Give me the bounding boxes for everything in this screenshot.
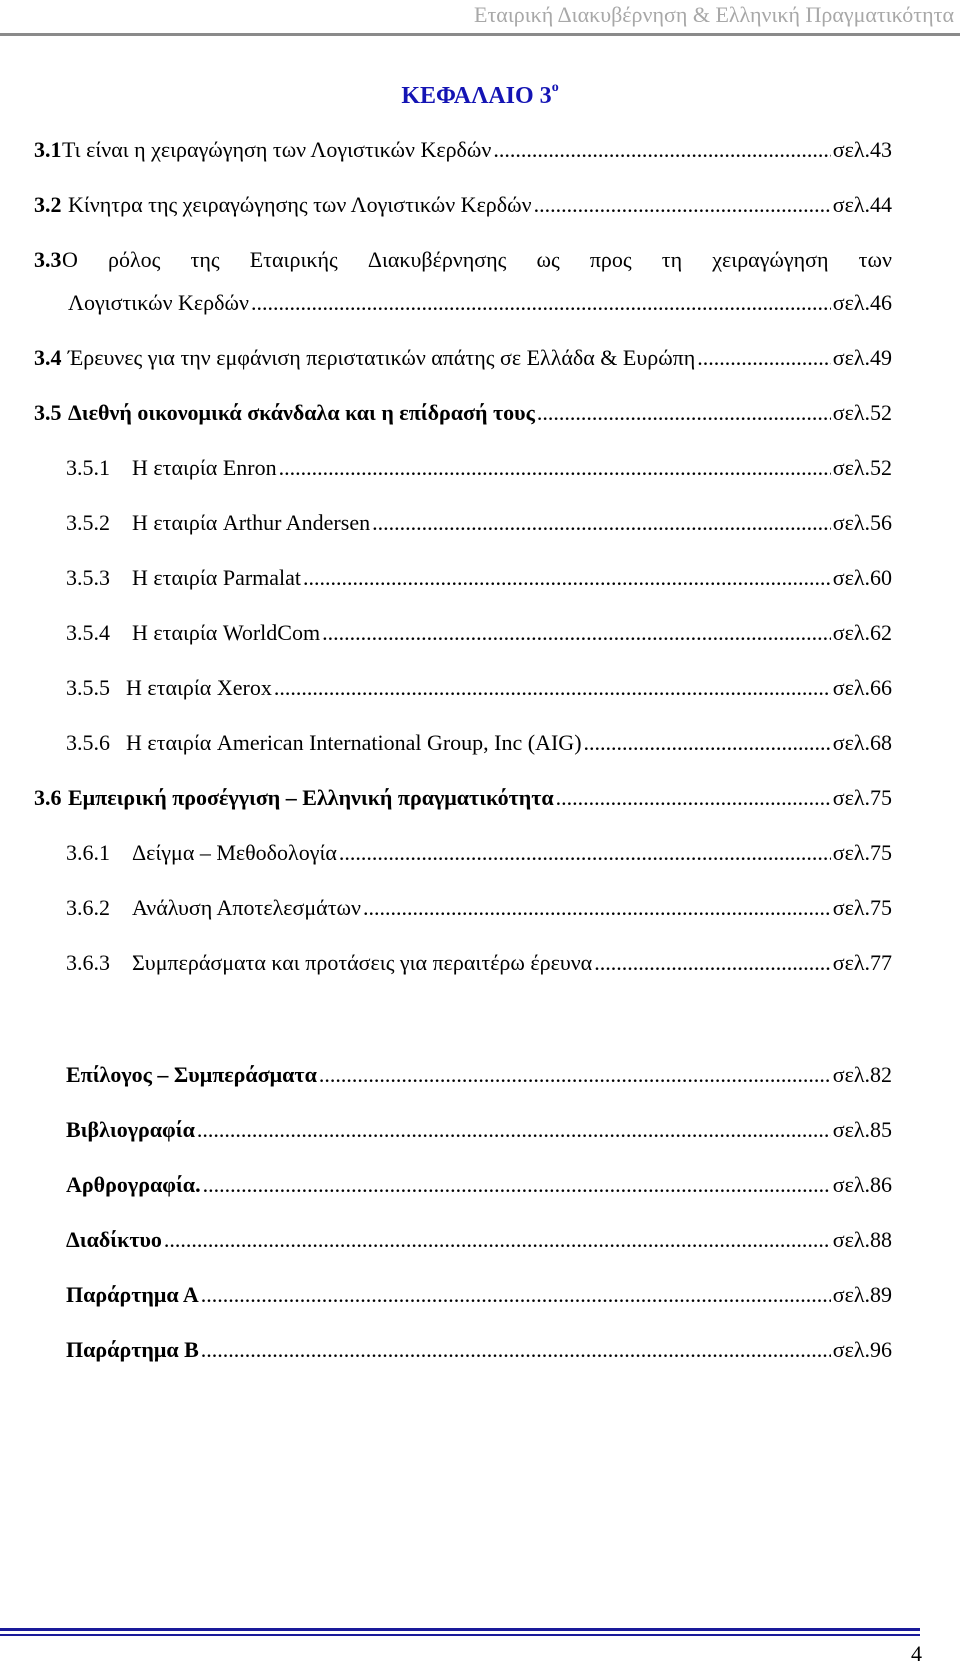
entry-page: σελ.44 [832, 192, 892, 217]
entry-number: 3.3 [34, 247, 62, 272]
toc-entry-3-5-5 [66, 675, 892, 705]
leader-dots [556, 785, 831, 811]
chapter-title-superscript: ο [551, 80, 559, 95]
entry-title: Η εταιρία Enron [132, 455, 277, 480]
leader-dots [251, 290, 831, 316]
toc-entry-epilogue [66, 1062, 892, 1092]
leader-dots [303, 565, 831, 591]
entry-title: Παράρτημα Α [66, 1282, 199, 1307]
entry-number: 3.5.3 [66, 565, 110, 590]
entry-page: σελ.75 [832, 785, 892, 810]
entry-page: σελ.82 [832, 1062, 892, 1087]
entry-number: 3.6.3 [66, 950, 110, 975]
title-word: Εταιρικής [249, 247, 338, 272]
title-word: των [858, 247, 892, 272]
entry-title: Έρευνες για την εμφάνιση περιστατικών απάτης σε Ελλάδα & Ευρώπη [68, 345, 696, 370]
header-rule [0, 33, 960, 36]
toc-entry-3-6-1 [66, 840, 892, 870]
toc-entry-bibliography [66, 1117, 892, 1147]
entry-page: σελ.85 [832, 1117, 892, 1142]
leader-dots [279, 455, 831, 481]
entry-title: Συμπεράσματα και προτάσεις για περαιτέρω έρευνα [132, 950, 593, 975]
entry-page: σελ.96 [832, 1337, 892, 1362]
entry-title: Επίλογος – Συμπεράσματα [66, 1062, 317, 1087]
entry-title: Εμπειρική προσέγγιση – Ελληνική πραγματικότητα [68, 785, 554, 810]
entry-title: Η εταιρία Arthur Andersen [132, 510, 371, 535]
leader-dots [274, 675, 831, 701]
entry-title: Βιβλιογραφία [66, 1117, 195, 1142]
title-word: τη [661, 247, 683, 272]
toc-entry-3-5-3 [66, 565, 892, 595]
toc-entry-3-6 [34, 785, 892, 815]
chapter-title [0, 80, 960, 110]
leader-dots [339, 840, 831, 866]
entry-title: Κίνητρα της χειραγώγησης των Λογιστικών Κερδών [68, 192, 532, 217]
entry-number: 3.5.4 [66, 620, 110, 645]
entry-number: 3.1 [34, 137, 62, 162]
leader-dots [363, 895, 831, 921]
title-word: Διακυβέρνησης [367, 247, 507, 272]
leader-dots [322, 620, 831, 646]
entry-page: σελ.60 [832, 565, 892, 590]
toc-entry-3-2 [34, 192, 892, 222]
title-word: προς [589, 247, 632, 272]
leader-dots [372, 510, 831, 536]
toc-entry-3-3 [34, 247, 892, 277]
leader-dots [534, 192, 831, 218]
entry-page: σελ.77 [832, 950, 892, 975]
entry-page: σελ.86 [832, 1172, 892, 1197]
toc-entry-3-5-4 [66, 620, 892, 650]
entry-title-line-1 [62, 247, 892, 273]
title-word: της [190, 247, 220, 272]
toc-entry-3-6-2 [66, 895, 892, 925]
footer-rule-secondary [0, 1634, 920, 1636]
entry-title: Διαδίκτυο [66, 1227, 162, 1252]
entry-page: σελ.89 [832, 1282, 892, 1307]
title-word: ρόλος [108, 247, 161, 272]
toc-entry-internet [66, 1227, 892, 1257]
entry-number: 3.6 [34, 785, 62, 810]
page-number: 4 [911, 1641, 922, 1666]
title-word: ως [536, 247, 560, 272]
entry-page: σελ.88 [832, 1227, 892, 1252]
toc-entry-appendix-a [66, 1282, 892, 1312]
entry-page: σελ.68 [832, 730, 892, 755]
entry-number: 3.6.2 [66, 895, 110, 920]
entry-title: Η εταιρία WorldCom [132, 620, 321, 645]
toc-entry-3-5-2 [66, 510, 892, 540]
entry-number: 3.2 [34, 192, 62, 217]
toc-entry-3-5-6 [66, 730, 892, 760]
entry-page: σελ.62 [832, 620, 892, 645]
entry-title: Δείγμα – Μεθοδολογία [132, 840, 337, 865]
entry-page: σελ.52 [832, 455, 892, 480]
toc-entry-articles [66, 1172, 892, 1202]
entry-number: 3.5.5 [66, 675, 110, 700]
leader-dots [584, 730, 831, 756]
footer-rule [0, 1628, 920, 1631]
leader-dots [201, 1282, 831, 1308]
toc-entry-3-1 [34, 137, 892, 167]
leader-dots [164, 1227, 831, 1253]
entry-title: Ανάλυση Αποτελεσμάτων [132, 895, 361, 920]
entry-number: 3.5 [34, 400, 62, 425]
entry-page: σελ.43 [832, 137, 892, 162]
entry-page: σελ.49 [832, 345, 892, 370]
toc-entry-3-5-1 [66, 455, 892, 485]
entry-page: σελ.75 [832, 895, 892, 920]
entry-title: Η εταιρία Xerox [126, 675, 272, 700]
entry-title-line-2: Λογιστικών Κερδών [68, 290, 249, 315]
entry-title: Παράρτημα Β [66, 1337, 199, 1362]
leader-dots [493, 137, 830, 163]
entry-number: 3.5.6 [66, 730, 110, 755]
toc-entry-3-5 [34, 400, 892, 430]
entry-title: Η εταιρία American International Group, Inc (AIG) [126, 730, 582, 755]
leader-dots [201, 1337, 831, 1363]
entry-page: σελ.66 [832, 675, 892, 700]
leader-dots [697, 345, 830, 371]
entry-page: σελ.52 [832, 400, 892, 425]
leader-dots [537, 400, 831, 426]
toc-entry-3-4 [34, 345, 892, 375]
leader-dots [594, 950, 831, 976]
entry-page: σελ.46 [832, 290, 892, 315]
entry-title: Διεθνή οικονομικά σκάνδαλα και η επίδρασή τους [68, 400, 535, 425]
entry-title: Η εταιρία Parmalat [132, 565, 302, 590]
entry-number: 3.6.1 [66, 840, 110, 865]
running-header: Εταιρική Διακυβέρνηση & Ελληνική Πραγματικότητα [474, 2, 954, 27]
title-word: Ο [62, 247, 78, 272]
entry-page: σελ.75 [832, 840, 892, 865]
entry-number: 3.5.1 [66, 455, 110, 480]
toc-entry-appendix-b [66, 1337, 892, 1367]
entry-number: 3.4 [34, 345, 62, 370]
toc-entry-3-3-continued [68, 290, 892, 320]
entry-number: 3.5.2 [66, 510, 110, 535]
chapter-title-text: ΚΕΦΑΛΑΙΟ 3 [401, 83, 552, 109]
entry-title: Αρθρογραφία. [66, 1172, 201, 1197]
leader-dots [203, 1172, 831, 1198]
toc-entry-3-6-3 [66, 950, 892, 980]
leader-dots [197, 1117, 831, 1143]
title-word: χειραγώγηση [712, 247, 829, 272]
entry-title: Τι είναι η χειραγώγηση των Λογιστικών Κερδών [62, 137, 492, 162]
entry-page: σελ.56 [832, 510, 892, 535]
leader-dots [319, 1062, 831, 1088]
